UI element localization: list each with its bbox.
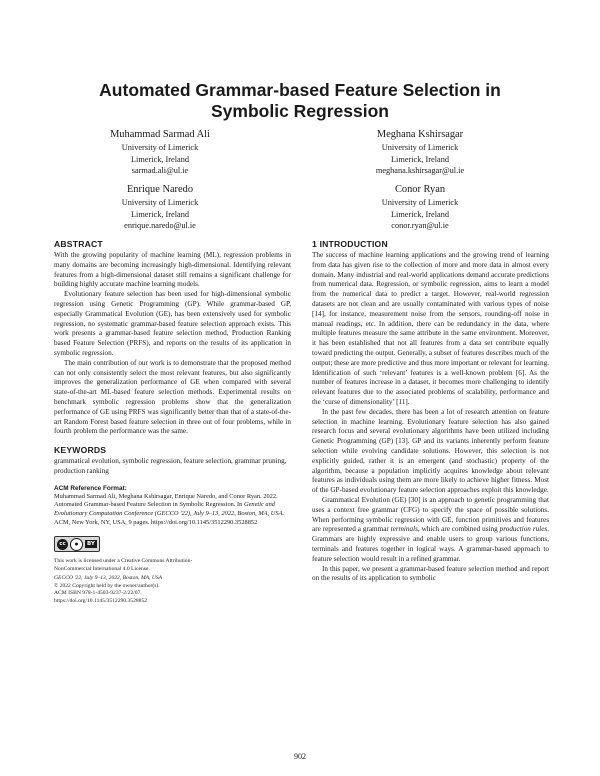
author-name: Muhammad Sarmad Ali bbox=[110, 129, 210, 140]
intro-paragraph: In this paper, we present a grammar-based feature selection method and report on the results of its application to symbolic bbox=[312, 564, 549, 583]
paper-title: Automated Grammar-based Feature Selection in Symbolic Regression bbox=[99, 80, 501, 121]
author-affiliation: University of Limerick bbox=[381, 143, 459, 152]
keywords-text: grammatical evolution, symbolic regression, feature selection, grammar pruning, production ranking bbox=[54, 457, 287, 475]
abstract-paragraph: The main contribution of our work is to demonstrate that the proposed method can not only consistently select the most relevant features, but also significantly improves the generalization performance of GE when compared with several state-of-the-art ML-based feature selection methods. Experimental results on benchmark symbolic regression problems show that the generalization performance of GE using PRFS was significantly better than that of a state-of-the-art Random Forest based feature selection in three out of four problems, while in fourth problem the performance was the same. bbox=[54, 358, 291, 436]
author-affiliation: University of Limerick bbox=[121, 143, 199, 152]
isbn-line: ACM ISBN 978-1-4503-9237-2/22/07. bbox=[54, 590, 142, 597]
author-location: Limerick, Ireland bbox=[390, 154, 450, 164]
author-email: sarmad.ali@ul.ie bbox=[131, 166, 189, 175]
intro-text: , which are combined using bbox=[417, 525, 500, 534]
intro-emphasis: production rules bbox=[499, 525, 548, 534]
intro-text: Grammatical Evolution (GE) [30] is an approach to genetic programming that uses a context free grammar (CFG) to specify the space of possible solutions. When performing symbolic regression with GE, function primitives and features are represented a grammar bbox=[312, 495, 549, 534]
author-block-1 bbox=[70, 128, 250, 177]
intro-text: . Grammars are highly expressive and enable users to group various functions, terminals and features together in logical ways. A grammar-based approach to feature selection would result in a refined grammar. bbox=[312, 525, 549, 563]
author-email: enrique.naredo@ul.ie bbox=[124, 221, 196, 230]
acm-reference-authors: Muhammad Sarmad Ali, Meghana Kshirsagar, Enrique Naredo, and Conor Ryan. 2022. Automated Grammar-based Feature Selection in Symbolic Regression. In bbox=[54, 492, 278, 509]
cc-icon: cc bbox=[57, 539, 68, 550]
author-block-4 bbox=[330, 183, 510, 232]
author-location: Limerick, Ireland bbox=[390, 209, 450, 219]
author-email: meghana.kshirsagar@ul.ie bbox=[375, 166, 465, 175]
license-line: This work is licensed under a Creative Commons Attribution- bbox=[54, 558, 193, 565]
conference-line bbox=[54, 575, 291, 583]
intro-paragraph: The success of machine learning applications and the growing trend of learning from data has given rise to the collection of more and more data in almost every domain. Many industrial and real-world applications demand accurate predictions from numerical data. Regression, or symbolic regression, aims to learn a model from the numerical data to predict a target. However, real-world regression datasets are not clean and are usually contaminated with various types of noise [14], for instance, measurement noise from the sensors, rounding-off noise in manual readings, etc. In addition, there can be redundancy in the data, where multiple features measure the same attribute in the same environment. Moreover, it has been established that not all features from a data set contribute equally toward predicting the output. Generally, a subset of features describes much of the output; these are more predictive and thus more important or relevant for learning. Identification of such ‘relevant’ features is a well-known problem [6]. As the number of features increase in a dataset, it becomes more challenging to identify relevant features due to the associated problems of scalability, performance and the ‘curse of dimensionality’ [11]. bbox=[312, 251, 549, 406]
creative-commons-badge bbox=[54, 536, 100, 552]
doi-line: https://doi.org/10.1145/3512290.3528852 bbox=[54, 598, 148, 605]
author-block-2 bbox=[330, 128, 510, 177]
intro-paragraph bbox=[312, 496, 549, 565]
author-location: Limerick, Ireland bbox=[130, 154, 190, 164]
license-line: NonCommercial International 4.0 License. bbox=[54, 565, 150, 572]
author-name: Enrique Naredo bbox=[126, 184, 194, 195]
acm-reference-tail: ACM, New York, NY, USA, 9 pages. https://doi.org/10.1145/3512290.3528852 bbox=[54, 518, 258, 526]
acm-reference-text bbox=[54, 493, 291, 527]
abstract-paragraph: With the growing popularity of machine learning (ML), regression problems in many domains are becoming increasingly high-dimensional. Identifying relevant features from a high-dimensional dataset still remains a significant challenge for building highly accurate machine learning models. bbox=[54, 251, 291, 289]
license-badge-row bbox=[54, 536, 291, 552]
page-number: 902 bbox=[294, 752, 306, 761]
author-name: Meghana Kshirsagar bbox=[376, 129, 464, 140]
acm-reference-heading: ACM Reference Format: bbox=[54, 484, 127, 492]
acm-reference-venue: Genetic and Evolutionary Computation Conference (GECCO '22), July 9–13, 2022, Boston, MA, USA. bbox=[54, 501, 285, 517]
author-location: Limerick, Ireland bbox=[130, 209, 190, 219]
attribution-person-icon: ● bbox=[70, 538, 83, 551]
right-column bbox=[312, 238, 549, 584]
cc-by-label: BY bbox=[87, 541, 95, 548]
author-affiliation: University of Limerick bbox=[121, 198, 199, 207]
copyright-line: © 2022 Copyright held by the owner/author(s). bbox=[54, 582, 160, 589]
keywords-heading: KEYWORDS bbox=[54, 445, 107, 456]
abstract-heading: ABSTRACT bbox=[54, 239, 103, 249]
author-block-3 bbox=[70, 183, 250, 232]
author-name: Conor Ryan bbox=[394, 184, 446, 195]
intro-paragraph: In the past few decades, there has been a lot of research attention on feature selection in machine learning. Evolutionary feature selection has also gained research focus and several evolutionary algorithms have been utilized including Genetic Programming (GP) [13]. GP and its variants inherently perform feature selection while evolving candidate solutions. However, this selection is not explicitly guided, rather it is an emergent (and stochastic) property of the algorithm, because a population implicitly acquires knowledge about relevant features as individuals using them are more likely to achieve higher fitness. Most of the GP-based evolutionary feature selection approaches exploit this knowledge. bbox=[312, 407, 549, 495]
author-email: conor.ryan@ul.ie bbox=[391, 221, 449, 230]
intro-emphasis: terminals bbox=[390, 525, 418, 534]
left-column bbox=[54, 238, 291, 606]
abstract-paragraph: Evolutionary feature selection has been used for high-dimensional symbolic regression using Genetic Programming (GP). While grammar-based GP, especially Grammatical Evolution (GE), has been extensively used for symbolic regression, no systematic grammar-based feature selection approach exists. This work presents a grammar-based feature selection method, Production Ranking based Feature Selection (PRFS), and reports on the results of its application in symbolic regression. bbox=[54, 290, 291, 357]
introduction-heading: 1 INTRODUCTION bbox=[312, 239, 388, 249]
conference-venue: GECCO '22, July 9–13, 2022, Boston, MA, USA bbox=[54, 575, 163, 582]
author-affiliation: University of Limerick bbox=[381, 198, 459, 207]
